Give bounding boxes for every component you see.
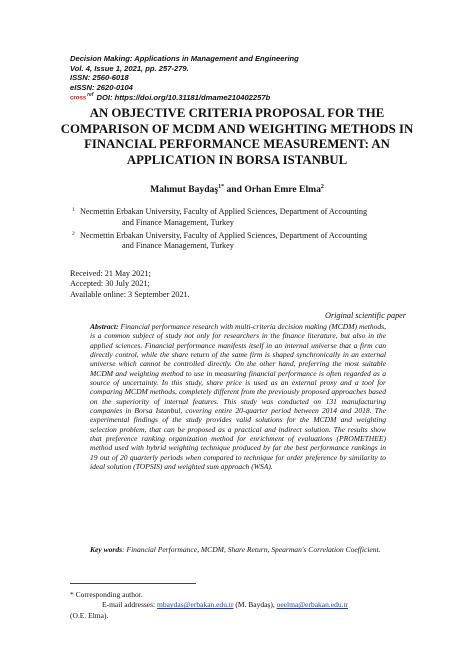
affiliation-item xyxy=(66,207,416,229)
affiliation-number: 1 xyxy=(72,207,75,213)
paper-type: Original scientific paper xyxy=(325,311,406,320)
received-date: Received: 21 May 2021; xyxy=(70,269,151,278)
journal-issn: ISSN: 2560-6018 xyxy=(70,73,129,83)
doi-link[interactable]: DOI: https://doi.org/10.31181/dmame210402257b xyxy=(96,93,271,103)
keywords xyxy=(90,545,386,555)
email-owner: (O.E. Elma). xyxy=(70,610,109,620)
abstract xyxy=(90,322,386,471)
crossref-logo-icon[interactable]: cross$^{ref}$ xyxy=(70,92,94,102)
accepted-date: Accepted: 30 July 2021; xyxy=(70,279,150,289)
email-link[interactable]: oeelma@erbakan.edu.tr xyxy=(276,600,349,610)
article-dates xyxy=(70,269,420,300)
doi-line xyxy=(70,92,430,104)
online-date: Available online: 3 September 2021. xyxy=(70,289,190,299)
affiliation-text: Necmettin Erbakan University, Faculty of Applied Sciences, Department of Accounting xyxy=(80,207,368,216)
author-list xyxy=(40,184,434,195)
abstract-text: Financial performance research with multi-criteria decision making (MCDM) methods, is a common subject of study not only for researchers in the finance literature, but also in the applied sciences. Financial performance manifests itself in an internal universe that a firm can directly control, while the share return of the same firm is shaped synchronically in an external universe which cannot be controlled directly. On the other hand, preferring the most suitable MCDM and weighting method to use in measuring financial performance is often regarded as a source of uncertainty. In this study, share price is used as an external proxy and a tool for comparing MCDM methods, completely different from the previously proposed approaches based on the superiority of internal features. This study was conducted on 131 manufacturing companies in Borsa Istanbul, covering entire 20-quarter period between 2014 and 2018. The experimental findings of the study provides valid solutions for the MCDM and weighting selection problem, that can be proposed as a practical and indirect solution. The results show that preference ranking organization method for enrichment of evaluations (PROMETHEE) method used with hybrid weighting technique produced by far the best performance rankings in 19 out of 20 quarterly periods when compared to technique for order preference by similarity to ideal solution (TOPSIS) and weighted sum approach (WSA). xyxy=(90,322,386,471)
author-connector: and xyxy=(224,184,245,196)
affiliations xyxy=(66,207,416,254)
author-name: Mahmut Baydaş xyxy=(150,184,219,196)
author-marker: 2 xyxy=(320,184,324,190)
affiliation-item xyxy=(66,231,416,253)
author-marker: 1* xyxy=(218,184,225,190)
keywords-text: : Financial Performance, MCDM, Share Return, Spearman's Correlation Coefficient. xyxy=(122,545,381,554)
footnote-divider xyxy=(70,583,196,584)
title-line: AN OBJECTIVE CRITERIA PROPOSAL FOR THE xyxy=(89,106,385,120)
journal-header xyxy=(70,54,430,105)
title-line: APPLICATION IN BORSA ISTANBUL xyxy=(126,152,348,167)
paper-title xyxy=(40,106,434,168)
email-label: E-mail addresses: xyxy=(102,600,157,610)
journal-volume: Vol. 4, Issue 1, 2021, pp. 257-279. xyxy=(70,63,189,73)
title-line: COMPARISON OF MCDM AND WEIGHTING METHODS IN xyxy=(60,121,414,136)
author-name: Orhan Emre Elma xyxy=(244,184,321,196)
affiliation-text: and Finance Management, Turkey xyxy=(122,217,234,227)
journal-name: Decision Making: Applications in Management and Engineering xyxy=(70,54,299,63)
keywords-label: Key words xyxy=(90,545,123,554)
affiliation-text: and Finance Management, Turkey xyxy=(122,241,234,251)
footnote xyxy=(70,590,410,621)
title-line: FINANCIAL PERFORMANCE MEASUREMENT: AN xyxy=(84,137,390,152)
journal-eissn: eISSN: 2620-0104 xyxy=(70,82,133,92)
email-line xyxy=(70,600,410,610)
email-link[interactable]: mbaydas@erbakan.edu.tr xyxy=(156,600,234,610)
affiliation-text: Necmettin Erbakan University, Faculty of Applied Sciences, Department of Accounting xyxy=(80,230,368,240)
email-owner: (M. Baydaş), xyxy=(233,600,277,610)
corresponding-author: * Corresponding author. xyxy=(70,590,143,599)
abstract-label: Abstract: xyxy=(90,322,119,331)
affiliation-number: 2 xyxy=(72,230,75,237)
